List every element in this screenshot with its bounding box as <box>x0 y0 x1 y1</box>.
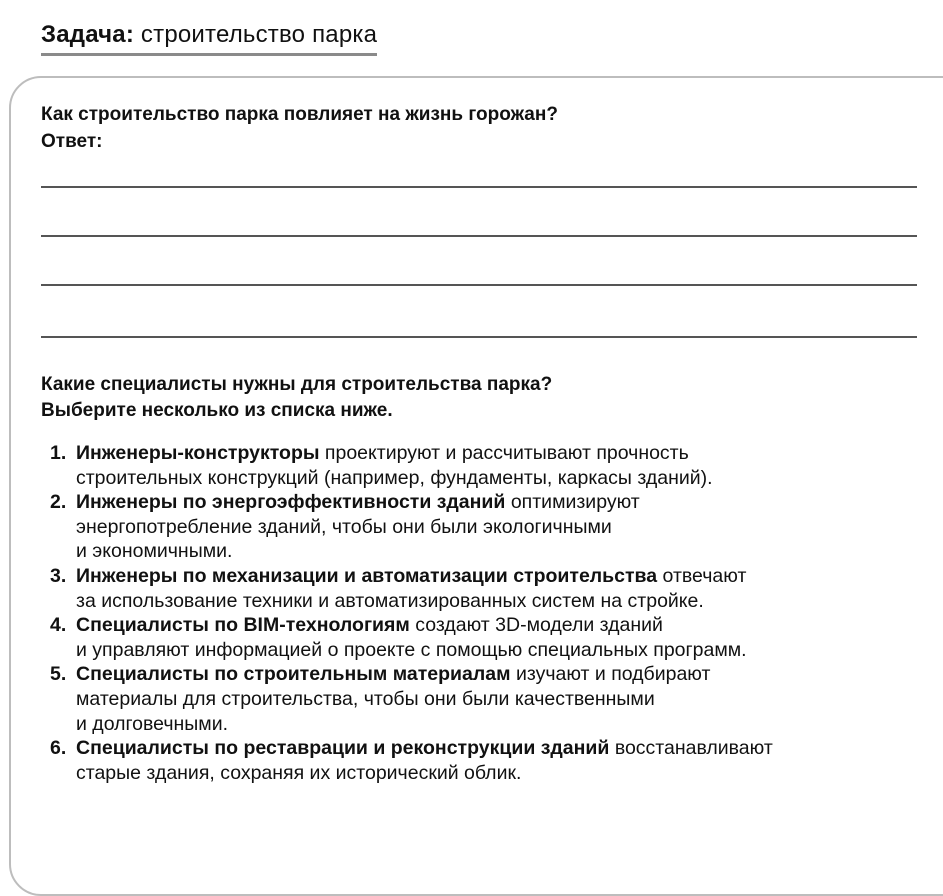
list-item[interactable] <box>50 441 943 490</box>
item-line <box>76 564 943 589</box>
item-number: 5. <box>50 663 67 686</box>
item-line: энергопотребление зданий, чтобы они были экологичными <box>76 515 612 538</box>
item-line <box>76 490 943 515</box>
item-number: 6. <box>50 737 67 760</box>
item-title: Специалисты по реставрации и реконструкции зданий <box>76 737 610 760</box>
item-title: Инженеры-конструкторы <box>76 442 320 464</box>
item-line <box>76 441 943 466</box>
task-title <box>41 20 377 56</box>
answer-line-3[interactable] <box>41 284 917 286</box>
item-title: Инженеры по механизации и автоматизации строительства <box>76 564 658 587</box>
item-line: за использование техники и автоматизированных систем на стройке. <box>76 589 704 612</box>
list-item[interactable] <box>50 613 943 662</box>
list-item[interactable] <box>50 736 943 785</box>
question-2 <box>41 372 552 424</box>
item-desc: проектируют и рассчитывают прочность <box>319 442 689 464</box>
item-line <box>76 662 943 687</box>
item-line <box>76 736 943 761</box>
item-desc: создают 3D-модели зданий <box>409 614 663 637</box>
question-2-text: Какие специалисты нужны для строительства парка? <box>41 374 553 395</box>
question-2-instruction: Выберите несколько из списка ниже. <box>41 400 393 421</box>
list-item[interactable] <box>50 564 943 613</box>
item-desc: оптимизируют <box>505 491 640 514</box>
item-desc: изучают и подбирают <box>510 663 711 686</box>
item-line: материалы для строительства, чтобы они были качественными <box>76 687 655 710</box>
item-number: 4. <box>50 614 67 637</box>
item-number: 1. <box>50 442 67 464</box>
item-line: старые здания, сохраняя их исторический облик. <box>76 761 522 784</box>
answer-line-1[interactable] <box>41 186 917 188</box>
task-topic: строительство парка <box>140 21 378 48</box>
item-number: 3. <box>50 564 67 587</box>
question-1-text: Как строительство парка повлияет на жизнь горожан? <box>41 104 558 125</box>
item-number: 2. <box>50 491 67 514</box>
answer-line-2[interactable] <box>41 235 917 237</box>
item-title: Инженеры по энергоэффективности зданий <box>76 491 506 514</box>
item-line: и экономичными. <box>76 540 233 563</box>
specialists-list <box>50 441 943 785</box>
item-desc: восстанавливают <box>609 737 773 760</box>
list-item[interactable] <box>50 662 943 736</box>
item-line <box>76 613 943 638</box>
answer-label: Ответ: <box>41 131 103 152</box>
item-line: и управляют информацией о проекте с помощью специальных программ. <box>76 638 747 661</box>
item-title: Специалисты по строительным материалам <box>76 663 511 686</box>
list-item[interactable] <box>50 490 943 564</box>
item-desc: отвечают <box>657 564 747 587</box>
item-line: и долговечными. <box>76 712 229 735</box>
task-label: Задача: <box>41 21 135 48</box>
item-title: Специалисты по BIM-технологиям <box>76 614 410 637</box>
question-1 <box>41 101 558 155</box>
answer-line-4[interactable] <box>41 336 917 338</box>
item-line: строительных конструкций (например, фундаменты, каркасы зданий). <box>76 466 713 489</box>
